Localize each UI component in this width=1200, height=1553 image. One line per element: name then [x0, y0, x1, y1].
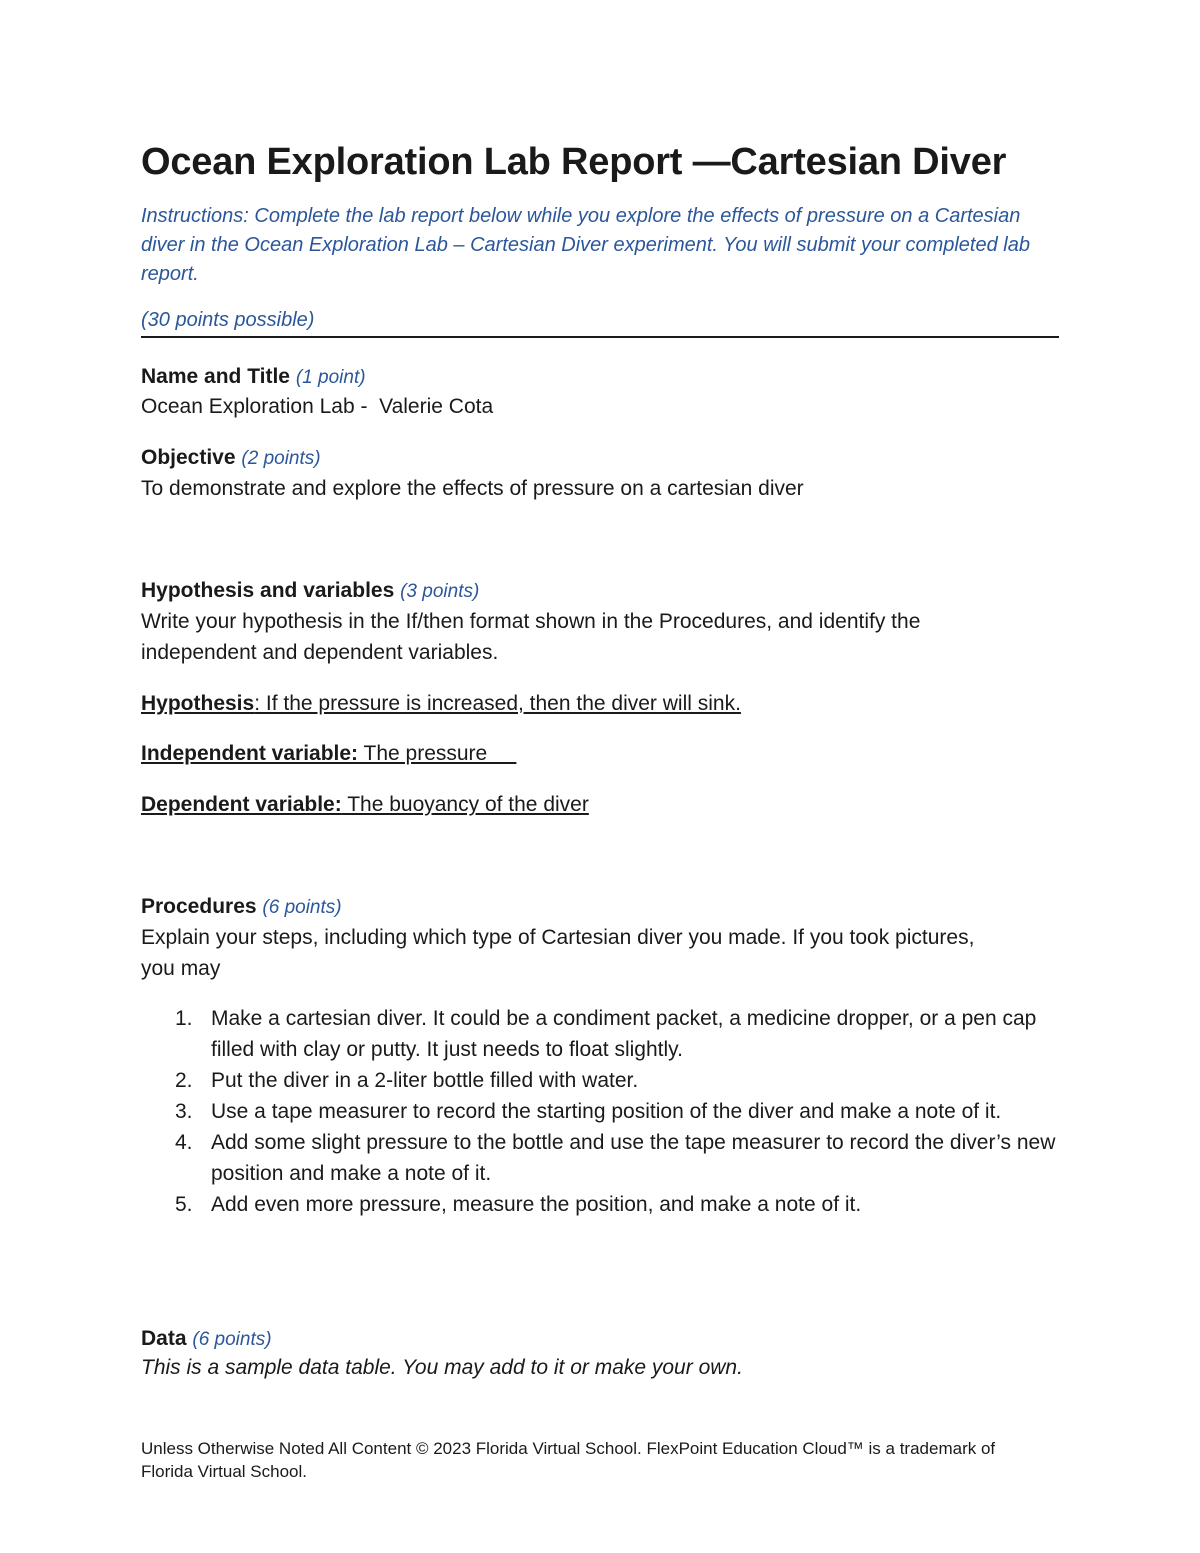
data-prompt: This is a sample data table. You may add to it or make your own.	[141, 1356, 743, 1379]
dependent-variable-line[interactable]	[141, 789, 1041, 820]
procedures-prompt: Explain your steps, including which type of Cartesian diver you made. If you took pictures, you may	[141, 926, 975, 980]
procedures-section-heading	[141, 891, 342, 923]
name-heading: Name and Title	[141, 365, 290, 388]
step-number: 5.	[175, 1193, 193, 1216]
independent-variable-label: Independent variable:	[141, 742, 359, 765]
step-number: 3.	[175, 1100, 193, 1123]
hypothesis-label: Hypothesis	[141, 692, 255, 715]
independent-variable-value[interactable]: The pressure	[358, 742, 517, 765]
independent-variable-line[interactable]	[141, 738, 1041, 769]
objective-heading: Objective	[141, 446, 236, 469]
instructions-text: Instructions: Complete the lab report below while you explore the effects of pressure on a Cartesian diver in the Ocean Exploration Lab – Cartesian Diver experiment. You will submit your completed lab report.	[141, 205, 1030, 285]
list-item[interactable]	[141, 1096, 1059, 1127]
hypothesis-line[interactable]	[141, 688, 1041, 719]
hypothesis-prompt: Write your hypothesis in the If/then format shown in the Procedures, and identify the independent and dependent variables.	[141, 610, 921, 664]
step-text[interactable]: Add some slight pressure to the bottle and use the tape measurer to record the diver’s new position and make a note of it.	[211, 1131, 1056, 1185]
procedures-heading: Procedures	[141, 895, 257, 918]
hypothesis-points: (3 points)	[400, 581, 480, 602]
dependent-variable-value[interactable]: The buoyancy of the diver	[341, 793, 589, 816]
objective-section-heading	[141, 442, 321, 474]
step-text[interactable]: Make a cartesian diver. It could be a condiment packet, a medicine dropper, or a pen cap filled with clay or putty. It just needs to float slightly.	[211, 1007, 1037, 1061]
procedures-points: (6 points)	[262, 897, 342, 918]
procedure-steps-list	[141, 1003, 1059, 1220]
hypothesis-section-heading	[141, 575, 479, 607]
data-heading: Data	[141, 1327, 187, 1350]
list-item[interactable]	[141, 1003, 1059, 1065]
step-number: 1.	[175, 1007, 193, 1030]
step-number: 4.	[175, 1131, 193, 1154]
page-footer: Unless Otherwise Noted All Content © 2023 Florida Virtual School. FlexPoint Education Cloud™ is a trademark of Florida Virtual School.	[141, 1439, 996, 1481]
step-text[interactable]: Use a tape measurer to record the starting position of the diver and make a note of it.	[211, 1100, 1002, 1123]
hypothesis-heading: Hypothesis and variables	[141, 579, 395, 602]
data-points: (6 points)	[192, 1329, 272, 1350]
name-value[interactable]: Ocean Exploration Lab - Valerie Cota	[141, 395, 494, 418]
objective-value[interactable]: To demonstrate and explore the effects of pressure on a cartesian diver	[141, 477, 804, 500]
name-section-heading	[141, 361, 366, 393]
dependent-variable-label: Dependent variable:	[141, 793, 342, 816]
hypothesis-value[interactable]: : If the pressure is increased, then the diver will sink.	[254, 692, 741, 715]
list-item[interactable]	[141, 1127, 1059, 1189]
page-title: Ocean Exploration Lab Report —Cartesian Diver	[141, 141, 1007, 183]
data-section-heading	[141, 1323, 272, 1355]
step-number: 2.	[175, 1069, 193, 1092]
horizontal-rule	[141, 336, 1059, 338]
objective-points: (2 points)	[241, 448, 321, 469]
name-points: (1 point)	[295, 367, 366, 388]
step-text[interactable]: Add even more pressure, measure the position, and make a note of it.	[211, 1193, 862, 1216]
step-text[interactable]: Put the diver in a 2-liter bottle filled with water.	[211, 1069, 639, 1092]
list-item[interactable]	[141, 1065, 1059, 1096]
points-possible: (30 points possible)	[141, 309, 315, 331]
list-item[interactable]	[141, 1189, 1059, 1220]
